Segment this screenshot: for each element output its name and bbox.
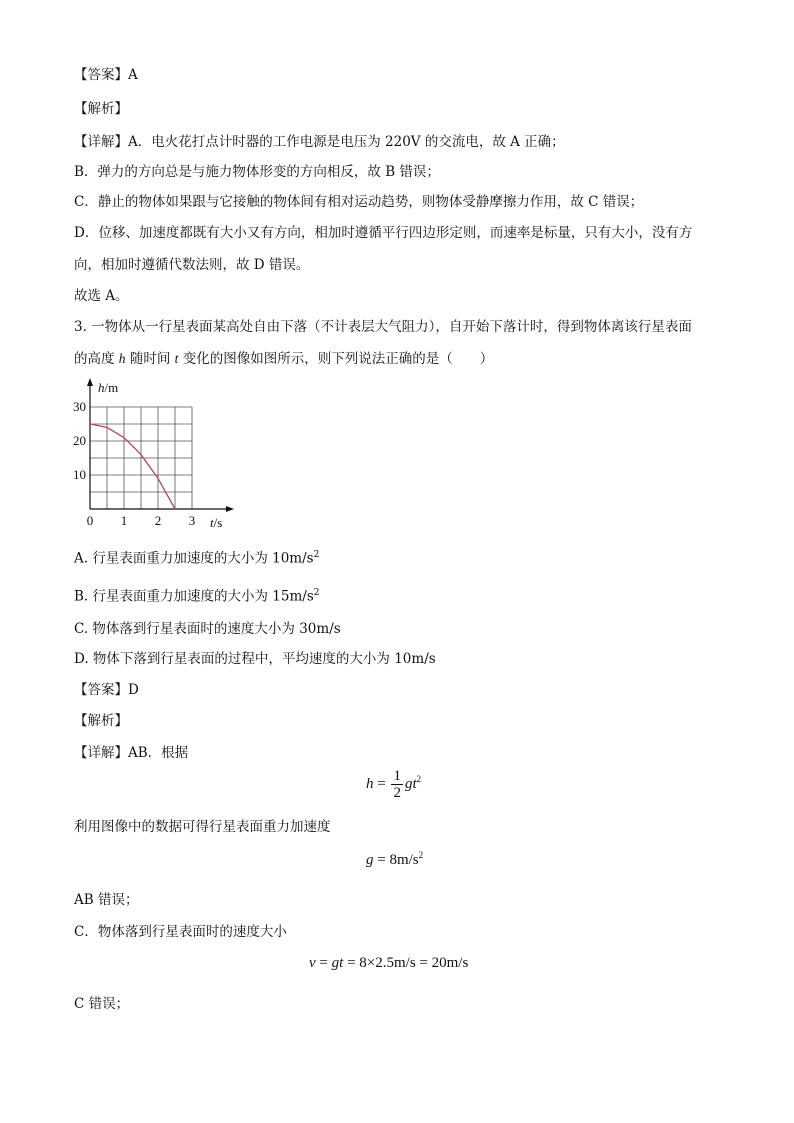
equation-velocity bbox=[309, 955, 468, 972]
eq3-rest: = 8×2.5m/s = 20m/s bbox=[343, 955, 469, 971]
q2-detail-b: B．弹力的方向总是与施力物体形变的方向相反，故 B 错误； bbox=[74, 164, 440, 180]
q3-stem-pre: 的高度 bbox=[74, 351, 119, 367]
eq3-g: g bbox=[331, 955, 340, 971]
q3-option-a-sq: 2 bbox=[313, 550, 320, 560]
y-tick-label: 30 bbox=[73, 399, 86, 414]
q3-option-b bbox=[74, 584, 319, 606]
q3-answer: 【答案】D bbox=[74, 682, 139, 698]
eq1-exp: 2 bbox=[416, 773, 422, 784]
q3-stem-t: t bbox=[174, 351, 179, 366]
eq2-exp: 2 bbox=[418, 850, 424, 860]
q2-detail-d-line1: D．位移、加速度都既有大小又有方向，相加时遵循平行四边形定则，而速率是标量，只有大小，没有方 bbox=[74, 225, 693, 241]
q2-answer: 【答案】A bbox=[74, 67, 138, 83]
q2-detail-c: C．静止的物体如果跟与它接触的物体间有相对运动趋势，则物体受静摩擦力作用，故 C 错误； bbox=[74, 194, 644, 210]
q3-c-speed: C．物体落到行星表面时的速度大小 bbox=[74, 924, 287, 940]
q3-stem-h: h bbox=[118, 351, 126, 366]
curve-height-vs-time bbox=[90, 424, 175, 509]
q3-option-b-text: B. 行星表面重力加速度的大小为 15m/s bbox=[74, 588, 314, 605]
eq3-equals: = bbox=[315, 955, 332, 971]
eq1-equals: = bbox=[373, 775, 390, 792]
q3-ab-wrong: AB 错误； bbox=[74, 892, 139, 908]
y-axis-label: h/m bbox=[98, 380, 119, 395]
eq2-rest: = 8m/s bbox=[373, 852, 419, 868]
x-tick-label: 2 bbox=[154, 513, 162, 528]
height-time-graph bbox=[66, 378, 266, 533]
eq3-t: t bbox=[339, 955, 344, 971]
y-axis-arrow bbox=[87, 378, 93, 386]
q3-option-c: C. 物体落到行星表面时的速度大小为 30m/s bbox=[74, 621, 341, 637]
eq3-v: v bbox=[309, 955, 316, 971]
q2-detail-d-line2: 向，相加时遵循代数法则，故 D 错误。 bbox=[74, 257, 310, 273]
eq1-g: g bbox=[404, 775, 413, 792]
q3-analysis-label: 【解析】 bbox=[74, 713, 128, 729]
q3-c-wrong: C 错误； bbox=[74, 996, 130, 1012]
q3-stem-line2 bbox=[74, 350, 493, 368]
q3-option-b-sq: 2 bbox=[313, 588, 320, 598]
q2-analysis-label: 【解析】 bbox=[74, 101, 128, 117]
q3-option-d: D. 物体下落到行星表面的过程中，平均速度的大小为 10m/s bbox=[74, 651, 436, 667]
q3-stem-line1: 3. 一物体从一行星表面某高处自由下落（不计表层大气阻力），自开始下落计时，得到物体离该行星表面 bbox=[74, 319, 692, 335]
q3-option-a-text: A. 行星表面重力加速度的大小为 10m/s bbox=[74, 550, 314, 567]
q3-stem-mid: 随时间 bbox=[125, 351, 175, 367]
eq1-fraction bbox=[391, 768, 403, 801]
q2-detail-a: 【详解】A．电火花打点计时器的工作电源是电压为 220V 的交流电，故 A 正确； bbox=[74, 134, 565, 150]
eq1-t: t bbox=[412, 775, 417, 792]
x-tick-label: 0 bbox=[86, 513, 94, 528]
eq2-g: g bbox=[366, 852, 374, 868]
x-axis-label: t/s bbox=[210, 515, 223, 530]
eq1-num: 1 bbox=[393, 768, 401, 784]
q2-conclusion: 故选 A。 bbox=[74, 288, 129, 304]
q3-option-a bbox=[74, 546, 319, 568]
equation-free-fall bbox=[366, 768, 421, 801]
y-tick-label: 10 bbox=[73, 467, 86, 482]
x-tick-label: 1 bbox=[120, 513, 128, 528]
eq1-den: 2 bbox=[393, 785, 401, 801]
x-axis-arrow bbox=[226, 506, 234, 512]
y-tick-label: 20 bbox=[73, 433, 86, 448]
x-tick-label: 3 bbox=[188, 513, 196, 528]
q3-use-data: 利用图像中的数据可得行星表面重力加速度 bbox=[74, 819, 331, 835]
eq1-lhs: h bbox=[366, 775, 374, 792]
q3-stem-post: 变化的图像如图所示，则下列说法正确的是（ ） bbox=[178, 351, 494, 367]
q3-detail-ab: 【详解】AB．根据 bbox=[74, 745, 189, 761]
equation-gravity bbox=[366, 850, 423, 869]
